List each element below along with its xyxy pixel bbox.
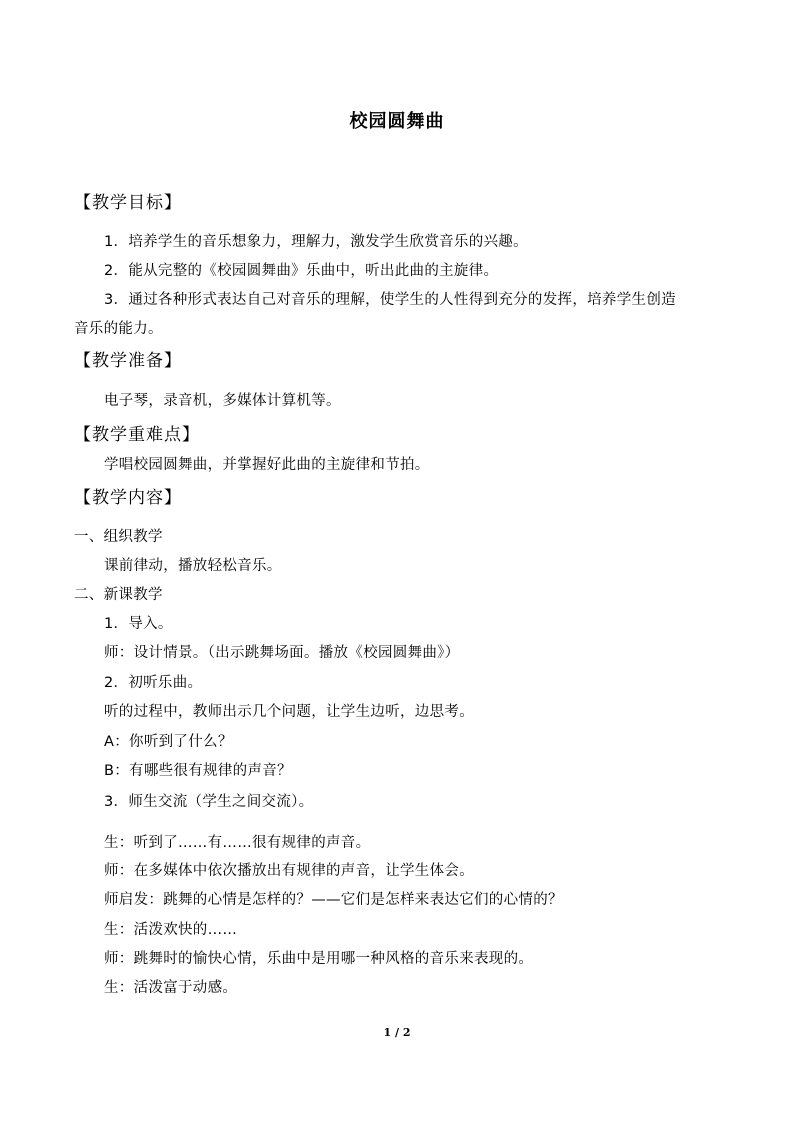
content-line: 生：活泼欢快的…… (104, 922, 238, 938)
goal-item-3: 3．通过各种形式表达自己对音乐的理解，使学生的人性得到充分的发挥，培养学生创造 (104, 292, 676, 308)
content-line: 3．师生交流（学生之间交流）。 (104, 794, 314, 810)
preparation-text: 电子琴，录音机，多媒体计算机等。 (104, 393, 341, 409)
content-line: 师启发：跳舞的心情是怎样的？——它们是怎样来表达它们的心情的？ (104, 892, 563, 908)
content-line: 一、组织教学 (74, 529, 163, 545)
content-line: 师：设计情景。（出示跳舞场面。播放《校园圆舞曲》） (104, 645, 460, 661)
content-line: 生：听到了……有……很有规律的声音。 (104, 835, 371, 851)
goal-item-2: 2．能从完整的《校园圆舞曲》乐曲中，听出此曲的主旋律。 (104, 263, 499, 279)
content-line: A：你听到了什么？ (104, 734, 233, 750)
goal-item-1: 1．培养学生的音乐想象力，理解力，激发学生欣赏音乐的兴趣。 (104, 234, 528, 250)
heading-content: 【教学内容】 (74, 488, 182, 508)
keypoints-text: 学唱校园圆舞曲，并掌握好此曲的主旋律和节拍。 (104, 457, 430, 473)
content-line: B：有哪些很有规律的声音？ (104, 763, 292, 779)
page-title: 校园圆舞曲 (349, 111, 445, 132)
content-line: 2．初听乐曲。 (104, 675, 203, 691)
content-line: 师：在多媒体中依次播放出有规律的声音，让学生体会。 (104, 863, 474, 879)
heading-keypoints: 【教学重难点】 (74, 425, 200, 445)
content-line: 听的过程中，教师出示几个问题，让学生边听，边思考。 (104, 704, 474, 720)
content-line: 师：跳舞时的愉快心情，乐曲中是用哪一种风格的音乐来表现的。 (104, 951, 534, 967)
heading-goals: 【教学目标】 (74, 193, 182, 213)
content-line: 1．导入。 (104, 616, 173, 632)
content-line: 二、新课教学 (74, 587, 163, 603)
page-number: 1 / 2 (383, 1026, 411, 1039)
heading-preparation: 【教学准备】 (74, 351, 182, 371)
goal-item-3-cont: 音乐的能力。 (74, 321, 163, 337)
content-line: 生：活泼富于动感。 (104, 980, 238, 996)
content-line: 课前律动，播放轻松音乐。 (104, 558, 282, 574)
